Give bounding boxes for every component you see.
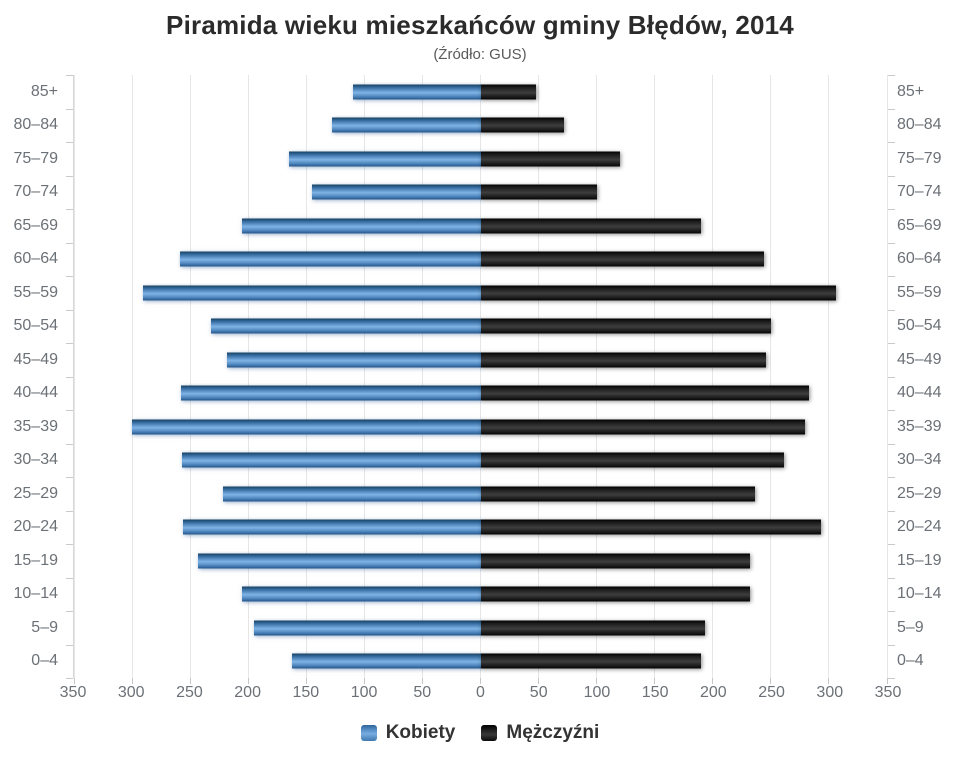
y-axis-tick <box>888 511 895 512</box>
age-label-left: 85+ <box>30 82 58 100</box>
y-axis-tick <box>888 611 895 612</box>
age-label-right: 30–34 <box>897 451 942 469</box>
age-label-right: 35–39 <box>897 417 942 435</box>
age-label-left: 75–79 <box>13 149 58 167</box>
bar-kobiety <box>312 185 480 200</box>
x-axis-label: 150 <box>641 684 669 701</box>
age-label-left: 25–29 <box>13 484 58 502</box>
plot-area <box>73 75 888 678</box>
pyramid-row <box>74 511 887 545</box>
y-axis-tick <box>888 142 895 143</box>
age-label-right: 25–29 <box>897 484 942 502</box>
bar-mezczyzni <box>481 151 620 166</box>
bar-kobiety <box>227 352 480 367</box>
y-axis-tick <box>888 645 895 646</box>
bar-kobiety <box>242 218 480 233</box>
age-label-left: 15–19 <box>13 551 58 569</box>
pyramid-row <box>74 611 887 645</box>
pyramid-row <box>74 477 887 511</box>
pyramid-row <box>74 109 887 143</box>
age-label-left: 0–4 <box>31 652 58 670</box>
age-label-right: 55–59 <box>897 283 942 301</box>
y-axis-tick <box>66 544 73 545</box>
bar-mezczyzni <box>481 352 767 367</box>
age-label-right: 45–49 <box>897 350 942 368</box>
pyramid-row <box>74 243 887 277</box>
pyramid-row <box>74 142 887 176</box>
bar-mezczyzni <box>481 319 771 334</box>
x-axis-label: 200 <box>234 684 261 701</box>
bar-kobiety <box>181 386 481 401</box>
y-axis-tick <box>66 209 73 210</box>
bar-mezczyzni <box>481 453 784 468</box>
legend-item-mezczyzni[interactable] <box>481 722 599 744</box>
y-axis-tick <box>66 343 73 344</box>
bar-kobiety <box>353 84 481 99</box>
age-label-left: 5–9 <box>31 618 58 636</box>
age-label-left: 40–44 <box>13 384 58 402</box>
y-axis-tick <box>888 109 895 110</box>
age-label-left: 35–39 <box>13 417 58 435</box>
pyramid-row <box>74 209 887 243</box>
bar-kobiety <box>211 319 480 334</box>
y-axis-tick <box>66 511 73 512</box>
age-label-left: 55–59 <box>13 283 58 301</box>
age-label-left: 70–74 <box>13 183 58 201</box>
y-axis-tick <box>888 444 895 445</box>
bar-mezczyzni <box>481 486 755 501</box>
age-label-right: 85+ <box>897 82 925 100</box>
x-axis-label: 350 <box>59 684 87 701</box>
y-axis-tick <box>66 611 73 612</box>
pyramid-row <box>74 645 887 679</box>
age-label-left: 30–34 <box>13 451 58 469</box>
pyramid-row <box>74 578 887 612</box>
bar-kobiety <box>289 151 481 166</box>
age-label-right: 50–54 <box>897 317 942 335</box>
y-axis-tick <box>66 444 73 445</box>
bar-kobiety <box>242 587 480 602</box>
chart-title: Piramida wieku mieszkańców gminy Błędów, 2014 <box>166 10 794 40</box>
x-axis-label: 0 <box>476 684 485 701</box>
legend-marker-mezczyzni-icon <box>481 725 497 741</box>
bar-mezczyzni <box>481 84 537 99</box>
age-label-left: 20–24 <box>13 518 58 536</box>
bar-mezczyzni <box>481 587 750 602</box>
y-axis-tick <box>66 578 73 579</box>
age-label-left: 80–84 <box>13 116 58 134</box>
age-label-right: 75–79 <box>897 149 942 167</box>
age-label-right: 0–4 <box>897 652 924 670</box>
bar-kobiety <box>254 620 480 635</box>
bar-mezczyzni <box>481 252 764 267</box>
age-label-right: 60–64 <box>897 250 942 268</box>
y-axis-tick <box>888 209 895 210</box>
y-axis-tick <box>66 75 73 76</box>
y-axis-tick <box>888 678 895 679</box>
bar-mezczyzni <box>481 419 805 434</box>
bar-mezczyzni <box>481 185 597 200</box>
bar-kobiety <box>332 118 481 133</box>
age-label-right: 40–44 <box>897 384 942 402</box>
y-axis-tick <box>888 544 895 545</box>
bar-kobiety <box>143 285 481 300</box>
age-label-right: 65–69 <box>897 216 942 234</box>
y-axis-tick <box>888 276 895 277</box>
pyramid-row <box>74 444 887 478</box>
bar-mezczyzni <box>481 218 702 233</box>
x-axis-label: 150 <box>292 684 320 701</box>
y-axis-tick <box>66 142 73 143</box>
y-axis-tick <box>888 343 895 344</box>
legend-label-kobiety: Kobiety <box>385 722 456 743</box>
age-label-left: 65–69 <box>13 216 58 234</box>
bar-mezczyzni <box>481 654 702 669</box>
y-axis-tick <box>888 310 895 311</box>
legend <box>0 722 960 744</box>
pyramid-row <box>74 410 887 444</box>
age-label-left: 60–64 <box>13 250 58 268</box>
bar-kobiety <box>180 252 481 267</box>
y-axis-tick <box>66 276 73 277</box>
pyramid-row <box>74 176 887 210</box>
y-axis-tick <box>66 310 73 311</box>
y-axis-tick <box>66 109 73 110</box>
x-axis-label: 100 <box>350 684 378 701</box>
x-axis-label: 250 <box>176 684 203 701</box>
legend-marker-kobiety-icon <box>361 725 377 741</box>
x-axis-label: 300 <box>117 684 145 701</box>
x-axis-label: 300 <box>816 684 844 701</box>
bar-mezczyzni <box>481 118 565 133</box>
y-axis-tick <box>66 377 73 378</box>
bar-kobiety <box>223 486 481 501</box>
y-axis-tick <box>888 477 895 478</box>
age-label-right: 70–74 <box>897 183 942 201</box>
y-axis-tick <box>888 75 895 76</box>
y-axis-tick <box>888 176 895 177</box>
y-axis-tick <box>888 410 895 411</box>
age-label-right: 5–9 <box>897 618 924 636</box>
y-axis-tick <box>66 243 73 244</box>
y-axis-tick <box>66 176 73 177</box>
x-axis-label: 250 <box>758 684 785 701</box>
y-axis-tick <box>66 477 73 478</box>
bar-mezczyzni <box>481 553 750 568</box>
age-label-left: 50–54 <box>13 317 58 335</box>
age-label-left: 45–49 <box>13 350 58 368</box>
age-label-right: 15–19 <box>897 551 942 569</box>
pyramid-row <box>74 310 887 344</box>
bar-mezczyzni <box>481 620 705 635</box>
x-axis-label: 50 <box>529 684 548 701</box>
chart-subtitle: (Źródło: GUS) <box>433 46 527 63</box>
y-axis-tick <box>888 243 895 244</box>
pyramid-row <box>74 343 887 377</box>
x-axis-label: 50 <box>413 684 432 701</box>
bar-kobiety <box>198 553 480 568</box>
age-label-right: 10–14 <box>897 585 942 603</box>
y-axis-tick <box>66 678 73 679</box>
legend-label-mezczyzni: Mężczyźni <box>506 722 600 743</box>
y-axis-tick <box>66 410 73 411</box>
bar-kobiety <box>132 419 480 434</box>
age-label-left: 10–14 <box>13 585 58 603</box>
legend-item-kobiety[interactable] <box>361 722 456 744</box>
bar-kobiety <box>183 520 480 535</box>
age-label-right: 80–84 <box>897 116 942 134</box>
pyramid-row <box>74 544 887 578</box>
y-axis-tick <box>888 377 895 378</box>
x-axis-label: 100 <box>583 684 611 701</box>
bar-mezczyzni <box>481 520 821 535</box>
x-axis-label: 350 <box>874 684 902 701</box>
pyramid-row <box>74 377 887 411</box>
bar-kobiety <box>292 654 480 669</box>
age-label-right: 20–24 <box>897 518 942 536</box>
x-axis-label: 200 <box>699 684 727 701</box>
pyramid-row <box>74 75 887 109</box>
y-axis-tick <box>66 645 73 646</box>
bar-mezczyzni <box>481 285 836 300</box>
pyramid-row <box>74 276 887 310</box>
bar-mezczyzni <box>481 386 810 401</box>
bar-kobiety <box>182 453 480 468</box>
y-axis-tick <box>888 578 895 579</box>
